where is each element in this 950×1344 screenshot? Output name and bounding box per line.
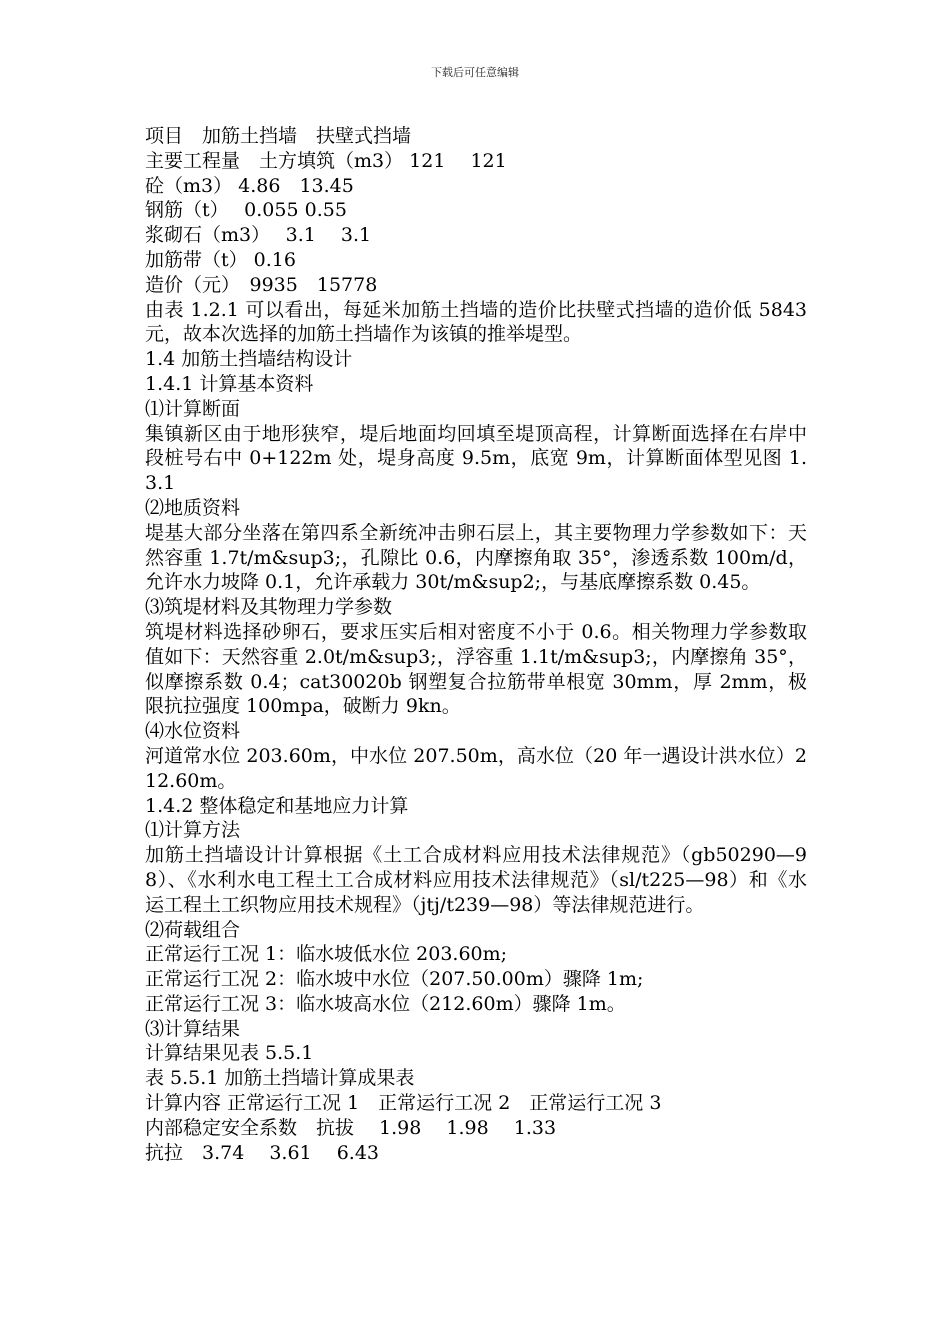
results-table-row: 抗拉 3.74 3.61 6.43 [145,1141,379,1164]
item-heading-geology: ⑵地质资料 [145,496,241,519]
results-table-row: 内部稳定安全系数 抗拔 1.98 1.98 1.33 [145,1116,557,1139]
results-reference: 计算结果见表 5.5.1 [145,1042,314,1065]
materials-paragraph: 筑堤材料选择砂卵石，要求压实后相对密度不小于 0.6。相关物理力学参数取值如下：天然容重 2.0t/m&sup3;，浮容重 1.1t/m&sup3;，内摩擦角 35°，似摩擦系数 0.4；cat30020b 钢塑复合拉筋带单根宽 30mm，厚 2mm，极限抗拉强度 100mpa，破断力 9kn。 [145,620,807,718]
section-profile-paragraph: 集镇新区由于地形狭窄，堤后地面均回填至堤顶高程，计算断面选择在右岸中段桩号右中 0+122m 处，堤身高度 9.5m，底宽 9m，计算断面体型见图 1.3.1 [145,422,807,495]
results-table-title: 表 5.5.1 加筋土挡墙计算成果表 [145,1067,415,1090]
table-row: 主要工程量 土方填筑（m3） 121 121 [145,149,507,172]
item-heading-water-level: ⑷水位资料 [145,720,241,743]
section-heading: 1.4 加筋土挡墙结构设计 [145,348,353,371]
geology-paragraph: 堤基大部分坐落在第四系全新统冲击卵石层上，其主要物理力学参数如下：天然容重 1.7t/m&sup3;，孔隙比 0.6，内摩擦角取 35°，渗透系数 100m/d，允许水力坡降 0.1，允许承载力 30t/m&sup2;，与基底摩擦系数 0.45。 [145,521,807,594]
subsection-heading: 1.4.2 整体稳定和基地应力计算 [145,794,409,817]
table-header-row: 项目 加筋土挡墙 扶壁式挡墙 [145,125,412,147]
conclusion-paragraph: 由表 1.2.1 可以看出，每延米加筋土挡墙的造价比扶壁式挡墙的造价低 5843 元，故本次选择的加筋土挡墙作为该镇的推举堤型。 [145,298,807,346]
page-header: 下载后可任意编辑 [431,66,519,79]
load-case: 正常运行工况 1：临水坡低水位 203.60m; [145,943,508,966]
table-row: 钢筋（t） 0.055 0.55 [145,199,347,222]
subsection-heading: 1.4.1 计算基本资料 [145,372,314,395]
method-paragraph: 加筋土挡墙设计计算根据《土工合成材料应用技术法律规范》（gb50290—98）、《水利水电工程土工合成材料应用技术法律规范》（sl/t225—98）和《水运工程土工织物应用技术规程》（jtj/t239—98）等法律规范进行。 [145,844,807,916]
table-row: 砼（m3） 4.86 13.45 [145,174,354,197]
item-heading-results: ⑶计算结果 [145,1017,241,1040]
table-row: 浆砌石（m3） 3.1 3.1 [145,224,372,247]
table-row: 造价（元） 9935 15778 [145,273,378,296]
item-heading-load-combination: ⑵荷载组合 [145,918,241,941]
results-table-row: 计算内容 正常运行工况 1 正常运行工况 2 正常运行工况 3 [145,1092,662,1115]
load-case: 正常运行工况 3：临水坡高水位（212.60m）骤降 1m。 [145,992,626,1015]
document-body [145,124,807,1165]
water-level-paragraph: 河道常水位 203.60m，中水位 207.50m，高水位（20 年一遇设计洪水位）212.60m。 [145,744,807,792]
item-heading-section-profile: ⑴计算断面 [145,397,241,420]
table-row: 加筋带（t） 0.16 [145,248,296,271]
item-heading-materials: ⑶筑堤材料及其物理力学参数 [145,596,393,619]
load-case: 正常运行工况 2：临水坡中水位（207.50.00m）骤降 1m; [145,968,644,991]
item-heading-method: ⑴计算方法 [145,819,241,842]
